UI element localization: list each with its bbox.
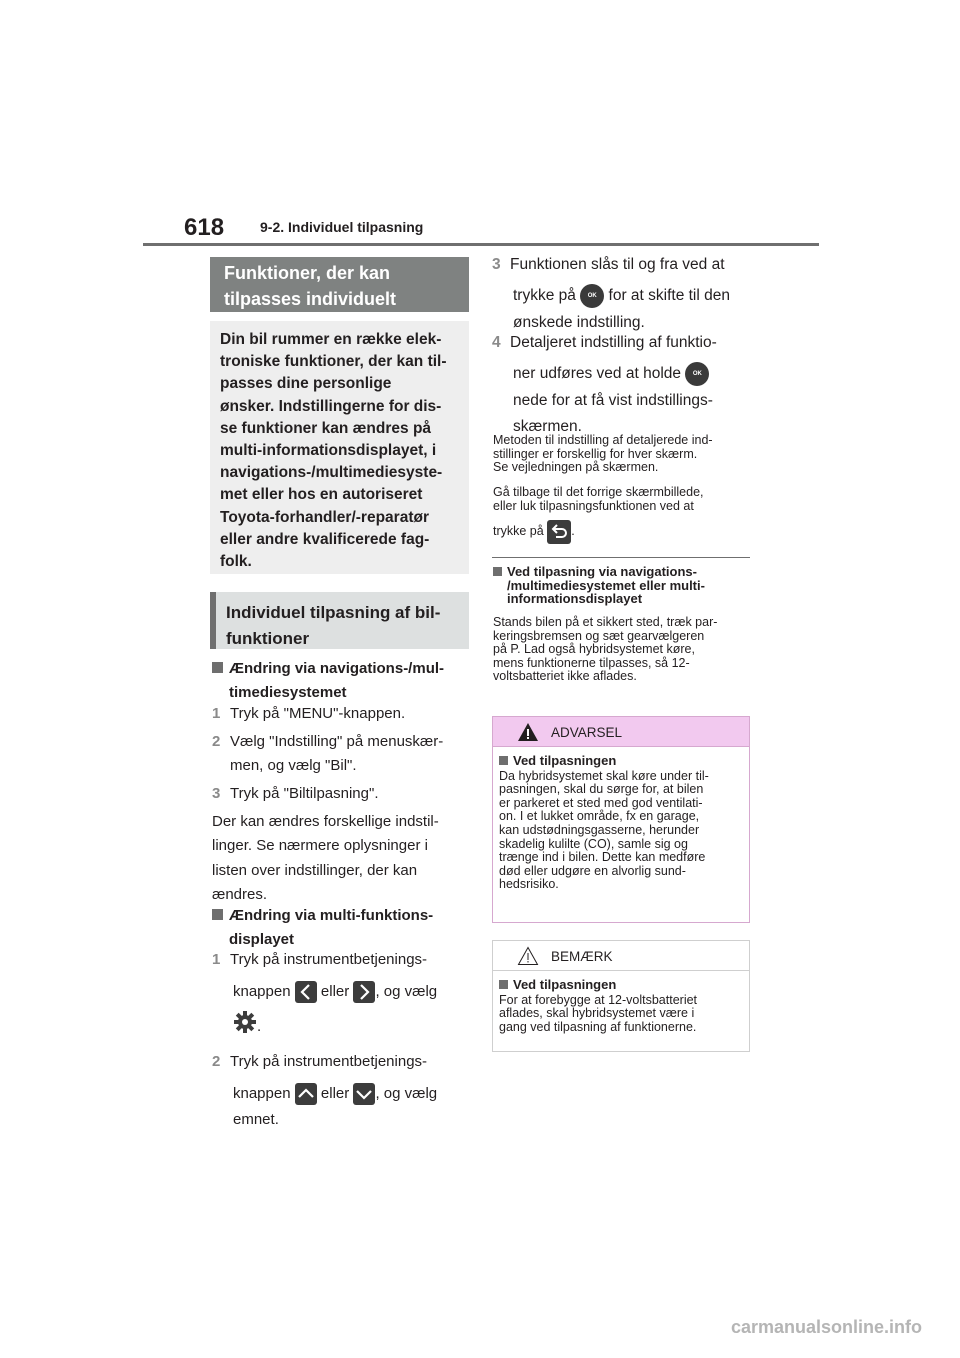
chevron-down-icon — [353, 1083, 375, 1105]
section-title: 9-2. Individuel tilpasning — [260, 219, 424, 235]
page-number: 618 — [184, 214, 225, 241]
intro-line: troniske funktioner, der kan til- — [220, 353, 447, 371]
intro-box — [210, 321, 469, 574]
mstep-2: 2 Tryk på instrumentbetjenings- — [212, 1053, 428, 1070]
intro-line: multi-informationsdisplayet, i — [220, 442, 437, 460]
watermark: carmanualsonline.info — [730, 1317, 922, 1337]
chevron-up-icon — [295, 1083, 317, 1105]
intro-line: ønsker. Indstillingerne for dis- — [220, 397, 442, 415]
back-icon — [547, 520, 571, 544]
divider — [492, 557, 750, 558]
intro-line: eller andre kvalificerede fag- — [220, 530, 430, 548]
heading-individual-line2: funktioner — [226, 629, 310, 648]
heading-functions-line2: tilpasses individuelt — [224, 289, 397, 309]
warning-triangle-icon — [517, 722, 539, 747]
warning-subtitle: Ved tilpasningen — [513, 753, 617, 768]
chevron-left-icon — [295, 981, 317, 1003]
chevron-right-icon — [353, 981, 375, 1003]
settings-paragraph: Der kan ændres forskellige indstil- linger. Se nærmere oplysninger i listen over indstillinger, der kan ændres. — [212, 813, 439, 904]
bullet-square-icon — [499, 980, 508, 989]
heading-individual — [210, 592, 469, 649]
intro-line: met eller hos en autoriseret — [220, 486, 423, 504]
notice-title: BEMÆRK — [551, 949, 613, 964]
warning-box: ADVARSEL Ved tilpasningen Da hybridsystemet skal køre under til- pasningen, skal du sørge for, at bilen er parkeret et sted med god ventilati- on. I et lukket område, fx en garage, kan udstødningsgasserne, herunder skadelig kulilte (CO), samle sig og trænge ind i bilen. Dette kan medføre død eller udgøre en alvorlig sund- hedsrisiko. — [492, 716, 750, 923]
subsection-customize: Ved tilpasning via navigations- /multimediesystemet eller multi- informationsdisplayet — [493, 565, 755, 606]
gear-icon — [233, 1010, 257, 1044]
subsection-navigation: Ændring via navigations-/mul- timediesystemet — [212, 657, 472, 705]
bullet-square-icon — [499, 756, 508, 765]
step-2: 2 Vælg "Indstilling" på menuskær- — [212, 733, 444, 750]
warning-title: ADVARSEL — [551, 725, 623, 740]
intro-line: Toyota-forhandler/-reparatør — [220, 508, 429, 526]
step-1: 1 Tryk på "MENU"-knappen. — [212, 705, 406, 722]
step-3: 3 Tryk på "Biltilpasning". — [212, 785, 379, 802]
header-rule — [143, 243, 819, 246]
intro-line: Din bil rummer en række elek- — [220, 331, 442, 348]
intro-line: passes dine personlige — [220, 375, 392, 393]
navigation-steps: 1 Tryk på "MENU"-knappen. 2 Vælg "Indstilling" på menuskær- men, og vælg "Bil". 3 Tryk på "Biltilpasning". — [212, 702, 472, 806]
note-back: Gå tilbage til det forrige skærmbillede, eller luk tilpasningsfunktionen ved at trykke på . — [493, 486, 755, 544]
intro-line: folk. — [220, 553, 252, 571]
mstep-1: 1 Tryk på instrumentbetjenings- — [212, 951, 428, 968]
note-method: Metoden til indstilling af detaljerede ind- stillinger er forskellig for hver skærm. Se vejledningen på skærmen. — [493, 433, 713, 475]
bullet-square-icon — [212, 662, 223, 673]
bullet-square-icon — [493, 567, 502, 576]
intro-line: se funktioner kan ændres på — [220, 419, 432, 437]
notice-triangle-icon — [517, 946, 539, 971]
heading-functions-line1: Funktioner, der kan — [224, 263, 391, 283]
right-step-3: 3 Funktionen slås til og fra ved at trykke på OK for at skifte til den ønskede indstilling. — [492, 256, 730, 331]
heading-individual-line1: Individuel tilpasning af bil- — [226, 603, 441, 622]
ok-button-icon: OK — [580, 284, 604, 308]
multi-steps: 1 Tryk på instrumentbetjenings- knappen eller , og vælg . 2 Tryk på instrumentbetjenings- knappen eller , og vælg emnet. — [212, 948, 474, 1132]
customize-body: Stands bilen på et sikkert sted, træk par- keringsbremsen og sæt gearvælgeren på P. Lad også hybridsystemet køre, mens funktionerne tilpasses, så 12- voltsbatteriet ikke aflades. — [493, 615, 718, 684]
notice-box: BEMÆRK Ved tilpasningen For at forebygge at 12-voltsbatteriet aflades, skal hybridsystemet være i gang ved tilpasning af funktionerne. — [492, 940, 750, 1052]
notice-subtitle: Ved tilpasningen — [513, 977, 617, 992]
ok-button-icon: OK — [685, 362, 709, 386]
heading-functions — [210, 257, 469, 312]
bullet-square-icon — [212, 909, 223, 920]
intro-line: navigations-/multimediesyste- — [220, 464, 443, 482]
right-step-4: 4 Detaljeret indstilling af funktio- ner udføres ved at holde OK nede for at få vist indstillings- skærmen. — [492, 334, 717, 435]
subsection-multi: Ændring via multi-funktions- displayet — [212, 904, 472, 952]
